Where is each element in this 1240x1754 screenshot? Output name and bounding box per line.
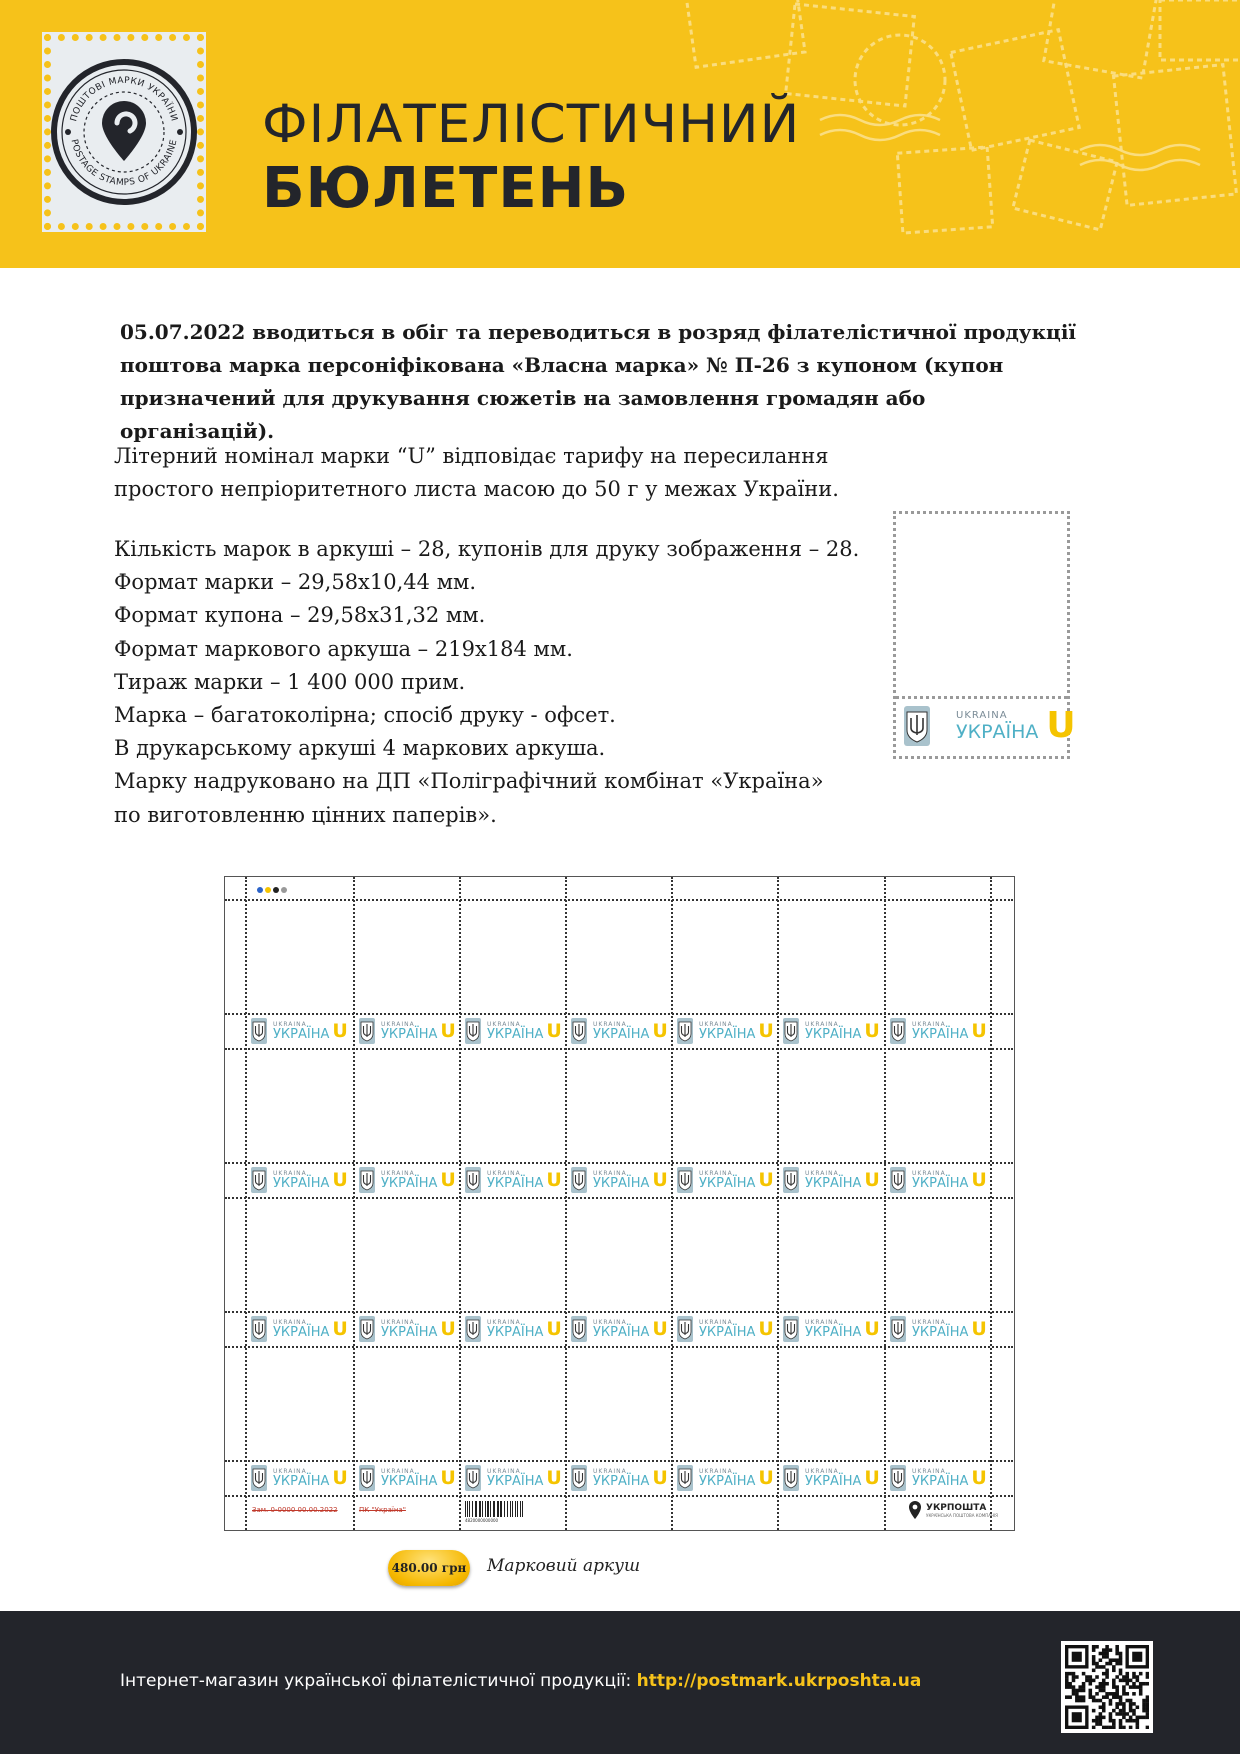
footer-text (120, 1671, 921, 1691)
stamp-cyrillic-text: УКРАЇНА (912, 1324, 969, 1340)
sheet-stamp (359, 1018, 456, 1044)
perforation-horizontal (225, 1311, 1013, 1313)
price-badge: 480.00 грн (388, 1550, 470, 1586)
stamp-nominal: U (864, 1168, 880, 1191)
stamp-nominal: U (332, 1466, 348, 1489)
perforation-horizontal (225, 1162, 1013, 1164)
sheet-stamp (465, 1167, 562, 1193)
trident-icon (890, 1167, 906, 1193)
stamp-latin-text: UKRAINA (699, 1467, 733, 1475)
stamp-nominal: U (332, 1019, 348, 1042)
sheet-stamp (465, 1018, 562, 1044)
stamp-nominal: U (440, 1317, 456, 1340)
title-line-1: ФІЛАТЕЛІСТИЧНИЙ (262, 94, 801, 155)
stamp-cyrillic-text: УКРАЇНА (381, 1324, 438, 1340)
perforation-vertical (353, 877, 355, 1530)
spec-line: В друкарському аркуші 4 маркових аркуша. (114, 736, 606, 761)
stamp-nominal: U (652, 1317, 668, 1340)
trident-icon (571, 1316, 587, 1342)
stamp-latin-text: UKRAINA (381, 1169, 415, 1177)
trident-icon (890, 1465, 906, 1491)
stamp-latin-text: UKRAINA (699, 1169, 733, 1177)
stamp-cyrillic-text: УКРАЇНА (956, 720, 1039, 743)
sheet-stamp (571, 1018, 668, 1044)
order-number: Зам. 0-0000 00.00.2022 (252, 1506, 338, 1514)
trident-icon (890, 1018, 906, 1044)
sheet-stamp (251, 1167, 348, 1193)
sheet-stamp (890, 1316, 987, 1342)
stamp-cyrillic-text: УКРАЇНА (699, 1324, 756, 1340)
nominal-paragraph: Літерний номінал марки “U” відповідає тарифу на пересилання простого непріоритетного листа масою до 50 г у межах України. (114, 444, 839, 501)
stamp-cyrillic-text: УКРАЇНА (273, 1324, 330, 1340)
trident-icon (251, 1465, 267, 1491)
stamp-latin-text: UKRAINA (912, 1169, 946, 1177)
stamp-nominal: U (332, 1168, 348, 1191)
stamp-cyrillic-text: УКРАЇНА (487, 1324, 544, 1340)
stamp-cyrillic-text: УКРАЇНА (805, 1175, 862, 1191)
stamp-latin-text: UKRAINA (699, 1318, 733, 1326)
footer (0, 1611, 1240, 1754)
trident-icon (677, 1316, 693, 1342)
stamp-cyrillic-text: УКРАЇНА (912, 1026, 969, 1042)
sheet-stamp (571, 1316, 668, 1342)
trident-icon (783, 1018, 799, 1044)
color-dot (273, 887, 279, 893)
perforation-horizontal (225, 1197, 1013, 1199)
stamp-latin-text: UKRAINA (593, 1169, 627, 1177)
price-label: Марковий аркуш (487, 1556, 641, 1576)
color-dot (257, 887, 263, 893)
stamp-nominal: U (440, 1466, 456, 1489)
color-dot (265, 887, 271, 893)
stamp-cyrillic-text: УКРАЇНА (593, 1026, 650, 1042)
stamp-latin-text: UKRAINA (273, 1169, 307, 1177)
stamp-cyrillic-text: УКРАЇНА (487, 1026, 544, 1042)
sheet-stamp (465, 1316, 562, 1342)
stamp-cyrillic-text: УКРАЇНА (805, 1026, 862, 1042)
trident-icon (359, 1465, 375, 1491)
perforation-vertical (990, 877, 992, 1530)
stamp-latin-text: UKRAINA (487, 1467, 521, 1475)
spec-line: Тираж марки – 1 400 000 прим. (114, 669, 466, 694)
stamp-latin-text: UKRAINA (593, 1318, 627, 1326)
svg-text:POSTAGE STAMPS OF UKRAINE: POSTAGE STAMPS OF UKRAINE (68, 138, 180, 189)
coupon-separator (896, 696, 1067, 699)
stamp-cyrillic-text: УКРАЇНА (593, 1324, 650, 1340)
stamp-nominal: U (971, 1466, 987, 1489)
perforation-vertical (245, 877, 247, 1530)
stamp-nominal: U (864, 1466, 880, 1489)
stamp-cyrillic-text: УКРАЇНА (273, 1473, 330, 1489)
sheet-stamp (465, 1465, 562, 1491)
trident-icon (571, 1167, 587, 1193)
stamp-nominal: U (652, 1168, 668, 1191)
stamp-nominal: U (758, 1168, 774, 1191)
trident-icon (465, 1167, 481, 1193)
qr-code-icon (1065, 1645, 1149, 1729)
stamp-latin-text: UKRAINA (487, 1318, 521, 1326)
stamp-nominal: U (971, 1168, 987, 1191)
trident-icon (359, 1167, 375, 1193)
sheet-stamp (783, 1316, 880, 1342)
trident-icon (677, 1018, 693, 1044)
stamp-cyrillic-text: УКРАЇНА (273, 1175, 330, 1191)
sheet-stamp (251, 1316, 348, 1342)
stamp-cyrillic-text: УКРАЇНА (805, 1324, 862, 1340)
ukrposhta-pin-icon (908, 1500, 922, 1520)
trident-icon (359, 1316, 375, 1342)
trident-icon (783, 1167, 799, 1193)
sheet-stamp (890, 1465, 987, 1491)
stamp-nominal: U (440, 1019, 456, 1042)
page-title (262, 94, 801, 221)
sheet-stamp (359, 1465, 456, 1491)
spec-line: Формат марки – 29,58х10,44 мм. (114, 570, 477, 595)
stamp-cyrillic-text: УКРАЇНА (381, 1026, 438, 1042)
sheet-stamp (677, 1167, 774, 1193)
stamp-cyrillic-text: УКРАЇНА (912, 1175, 969, 1191)
perforation-horizontal (225, 1013, 1013, 1015)
stamp-nominal: U (546, 1317, 562, 1340)
stamp-latin-text: UKRAINA (805, 1020, 839, 1028)
spec-line: Марку надруковано на ДП «Поліграфічний комбінат «Україна» (114, 769, 824, 794)
trident-icon (251, 1018, 267, 1044)
perforation-vertical (884, 877, 886, 1530)
stamp-latin-text: UKRAINA (805, 1318, 839, 1326)
perforation-horizontal (225, 1048, 1013, 1050)
stamp-cyrillic-text: УКРАЇНА (699, 1175, 756, 1191)
stamp-latin-text: UKRAINA (381, 1318, 415, 1326)
perforation-vertical (459, 877, 461, 1530)
stamp-nominal: U (864, 1019, 880, 1042)
preview-stamp (904, 706, 1076, 746)
sheet-stamp (359, 1167, 456, 1193)
sheet-stamp (783, 1465, 880, 1491)
color-dot (281, 887, 287, 893)
logo-stamp (44, 34, 204, 230)
trident-icon (465, 1316, 481, 1342)
perforation-horizontal (225, 899, 1013, 901)
stamp-latin-text: UKRAINA (273, 1318, 307, 1326)
qr-code[interactable] (1061, 1641, 1153, 1733)
stamp-latin-text: UKRAINA (699, 1020, 733, 1028)
stamp-cyrillic-text: УКРАЇНА (912, 1473, 969, 1489)
stamp-latin-text: UKRAINA (912, 1020, 946, 1028)
stamp-latin-text: UKRAINA (805, 1169, 839, 1177)
perforation-horizontal (225, 1495, 1013, 1497)
sheet-stamp (677, 1465, 774, 1491)
stamp-latin-text: UKRAINA (487, 1020, 521, 1028)
spec-line: Формат купона – 29,58х31,32 мм. (114, 603, 486, 628)
sheet-stamp (783, 1167, 880, 1193)
sheet-stamp (251, 1465, 348, 1491)
trident-icon (251, 1167, 267, 1193)
spec-line: Формат маркового аркуша – 219х184 мм. (114, 636, 573, 661)
stamp-latin-text: UKRAINA (956, 709, 1008, 721)
stamp-cyrillic-text: УКРАЇНА (805, 1473, 862, 1489)
stamp-cyrillic-text: УКРАЇНА (593, 1175, 650, 1191)
trident-icon (904, 706, 930, 746)
stamp-nominal: U (546, 1168, 562, 1191)
stamp-nominal: U (971, 1317, 987, 1340)
stamp-nominal: U (652, 1466, 668, 1489)
spec-line: по виготовленню цінних паперів». (114, 802, 497, 827)
sheet-stamp (571, 1465, 668, 1491)
ukrposhta-name: УКРПОШТА (926, 1502, 987, 1513)
barcode-icon (465, 1501, 525, 1519)
sheet-stamp (783, 1018, 880, 1044)
trident-icon (571, 1465, 587, 1491)
header-banner (0, 0, 1240, 268)
stamp-cyrillic-text: УКРАЇНА (699, 1473, 756, 1489)
printer-name: ПК "Україна" (359, 1506, 406, 1514)
stamp-latin-text: UKRAINA (912, 1318, 946, 1326)
trident-icon (783, 1316, 799, 1342)
stamp-latin-text: UKRAINA (381, 1020, 415, 1028)
logo-pin-icon (51, 41, 197, 223)
trident-icon (783, 1465, 799, 1491)
trident-icon (890, 1316, 906, 1342)
stamp-latin-text: UKRAINA (593, 1467, 627, 1475)
announcement-lead: 05.07.2022 вводиться в обіг та переводиться в розряд філателістичної продукції поштова марка персоніфікована «Власна марка» № П-26 з купоном (купон призначений для друкування сюжетів на замовлення громадян або організацій). (120, 320, 1077, 443)
title-line-2: БЮЛЕТЕНЬ (262, 156, 630, 221)
color-registration-dots (257, 887, 287, 893)
spec-line: Марка – багатоколірна; спосіб друку - офсет. (114, 703, 616, 728)
footer-label: Інтернет-магазин української філателістичної продукції: (120, 1671, 637, 1691)
svg-text:ПОШТОВІ МАРКИ УКРАЇНИ: ПОШТОВІ МАРКИ УКРАЇНИ (69, 75, 179, 123)
sheet-stamp (890, 1018, 987, 1044)
stamp-nominal: U (546, 1019, 562, 1042)
stamp-nominal: U (971, 1019, 987, 1042)
stamp-latin-text: UKRAINA (487, 1169, 521, 1177)
perforation-vertical (777, 877, 779, 1530)
trident-icon (571, 1018, 587, 1044)
sheet-stamp (677, 1018, 774, 1044)
sheet-stamp (677, 1316, 774, 1342)
trident-icon (465, 1018, 481, 1044)
sheet-stamp (890, 1167, 987, 1193)
stamp-nominal: U (332, 1317, 348, 1340)
stamp-nominal: U (758, 1317, 774, 1340)
trident-icon (251, 1316, 267, 1342)
stamp-preview (893, 511, 1076, 759)
ukrposhta-subtitle: УКРАЇНСЬКА ПОШТОВА КОМПАНІЯ (926, 1512, 998, 1518)
stamp-nominal: U (864, 1317, 880, 1340)
stamp-nominal: U (652, 1019, 668, 1042)
perforation-horizontal (225, 1346, 1013, 1348)
perforation-vertical (671, 877, 673, 1530)
ukrposhta-logo (908, 1500, 998, 1520)
barcode-digits: 4820000000000 (465, 1518, 499, 1523)
specs-list (114, 533, 874, 832)
stamp-latin-text: UKRAINA (381, 1467, 415, 1475)
stamp-latin-text: UKRAINA (273, 1467, 307, 1475)
stamp-cyrillic-text: УКРАЇНА (699, 1026, 756, 1042)
stamp-cyrillic-text: УКРАЇНА (593, 1473, 650, 1489)
trident-icon (465, 1465, 481, 1491)
stamp-cyrillic-text: УКРАЇНА (381, 1175, 438, 1191)
stamp-latin-text: UKRAINA (805, 1467, 839, 1475)
stamp-cyrillic-text: УКРАЇНА (381, 1473, 438, 1489)
stamp-nominal: U (546, 1466, 562, 1489)
stamp-nominal: U (440, 1168, 456, 1191)
spec-line: Кількість марок в аркуші – 28, купонів для друку зображення – 28. (114, 537, 860, 561)
perforation-vertical (565, 877, 567, 1530)
stamp-nominal: U (758, 1466, 774, 1489)
stamp-sheet (224, 876, 1015, 1531)
shop-link[interactable]: http://postmark.ukrposhta.ua (636, 1671, 922, 1691)
stamp-cyrillic-text: УКРАЇНА (273, 1026, 330, 1042)
sheet-stamp (251, 1018, 348, 1044)
perforation-horizontal (225, 1460, 1013, 1462)
sheet-stamp (571, 1167, 668, 1193)
sheet-stamp (359, 1316, 456, 1342)
stamp-latin-text: UKRAINA (593, 1020, 627, 1028)
trident-icon (677, 1167, 693, 1193)
stamp-cyrillic-text: УКРАЇНА (487, 1473, 544, 1489)
stamp-cyrillic-text: УКРАЇНА (487, 1175, 544, 1191)
stamp-nominal: U (1046, 705, 1076, 746)
trident-icon (359, 1018, 375, 1044)
stamp-nominal: U (758, 1019, 774, 1042)
trident-icon (677, 1465, 693, 1491)
stamp-latin-text: UKRAINA (912, 1467, 946, 1475)
stamp-latin-text: UKRAINA (273, 1020, 307, 1028)
